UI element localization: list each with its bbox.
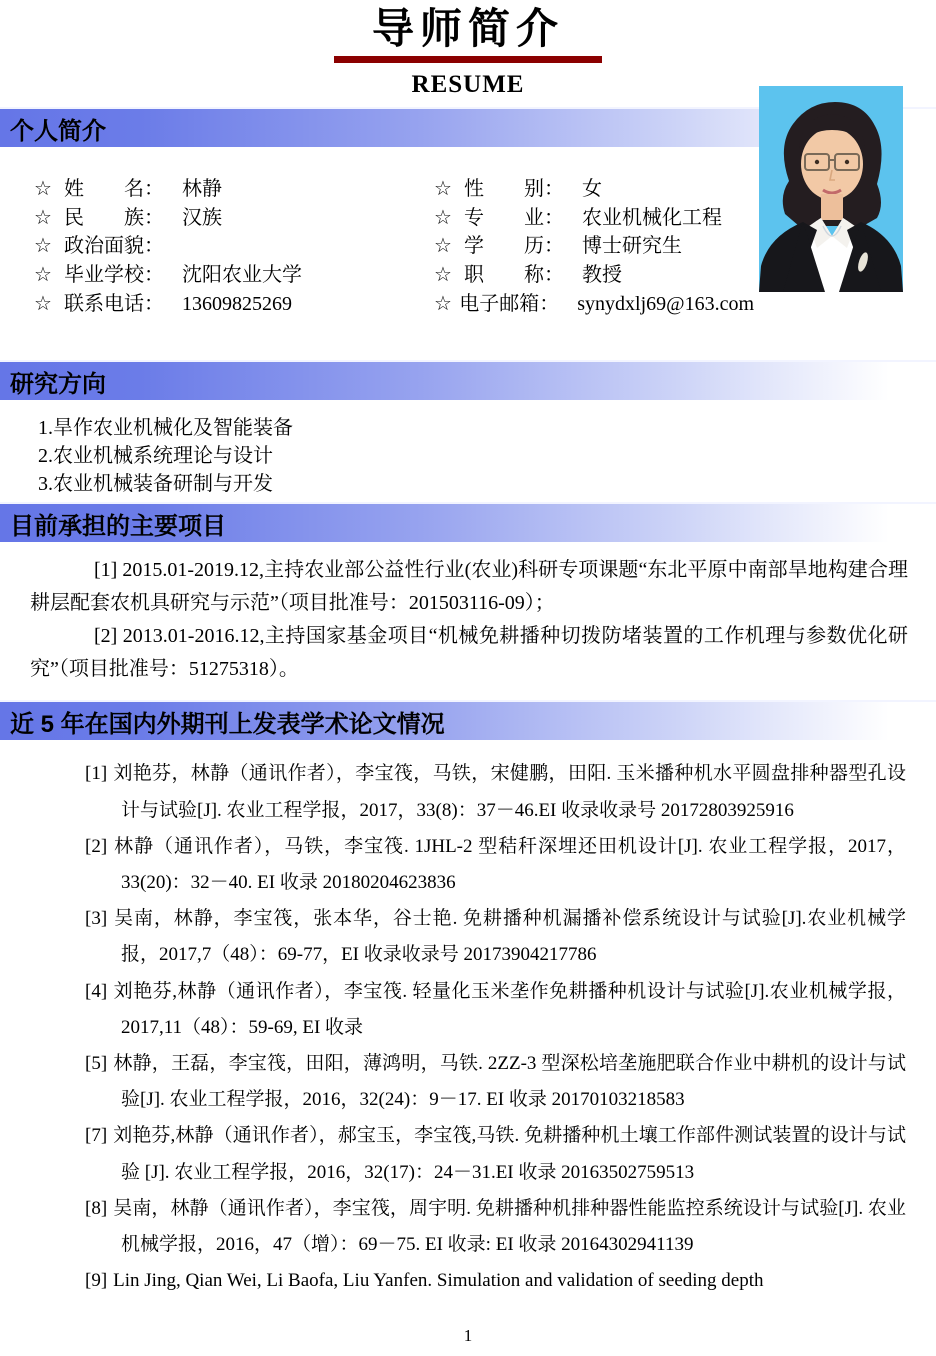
paper-citation: 吴南，林静（通讯作者），李宝筏，周宇明. 免耕播种机排种器性能监控系统设计与试验[J]. 农业机械学报，2016，47（增）：69－75. EI 收录: EI 收录 20164302941139 [113,1197,906,1255]
research-directions-list [0,400,936,502]
field-education [434,232,754,261]
paper-item-2 [85,829,906,901]
star-icon: ☆ [434,206,452,229]
field-education-label: 学 历： [464,235,564,258]
paper-number: [1] [85,763,108,785]
section-header-projects [0,502,936,542]
field-phone [34,290,434,319]
field-gender-label: 性 别： [464,178,564,201]
paper-item-5 [85,1046,906,1118]
section-header-papers [0,700,936,740]
field-major-label: 专 业： [464,206,564,229]
star-icon: ☆ [34,292,52,315]
paper-item-4 [85,974,906,1046]
project-item-1: [1] 2015.01-2019.12,主持农业部公益性行业(农业)科研专项课题“东北平原中南部旱地构建合理耕层配套农机具研究与示范”（项目批准号：201503116-09）； [30,559,908,615]
field-major [434,204,754,233]
field-ethnicity [34,204,434,233]
star-icon: ☆ [34,264,52,287]
research-item-2: 2.农业机械系统理论与设计 [38,445,273,468]
section-header-personal-label: 个人简介 [10,117,106,145]
star-icon: ☆ [434,264,452,287]
field-gender-value: 女 [582,178,602,201]
field-name [34,175,434,204]
title-block [0,0,936,99]
paper-citation: 刘艳芬，林静（通讯作者），李宝筏，马铁，宋健鹏，田阳. 玉米播种机水平圆盘排种器型孔设计与试验[J]. 农业工程学报，2017，33(8)：37－46.EI 收录收录号 20172803925916 [113,763,906,821]
field-phone-value: 13609825269 [182,292,292,315]
paper-number: [8] [85,1197,108,1219]
star-icon: ☆ [434,178,452,201]
portrait-photo-illustration [759,86,903,292]
star-icon: ☆ [34,235,52,258]
paper-citation: 刘艳芬,林静（通讯作者），郝宝玉，李宝筏,马铁. 免耕播种机土壤工作部件测试装置的设计与试验 [J]. 农业工程学报，2016，32(17)：24－31.EI 收录 20163502759513 [113,1125,906,1183]
field-professional-title [434,261,754,290]
page-number: 1 [463,1326,473,1345]
field-political-status [34,232,434,261]
field-name-label: 姓 名： [64,178,164,201]
personal-info-section [0,147,936,360]
field-phone-label: 联系电话： [64,292,164,315]
section-header-papers-label: 近 5 年在国内外期刊上发表学术论文情况 [10,710,445,738]
field-major-value: 农业机械化工程 [582,206,722,229]
personal-info-left-column [34,175,434,318]
field-email [434,290,754,319]
section-header-research [0,360,936,400]
title-underline-rule [334,56,602,63]
paper-citation: 林静（通讯作者），马铁，李宝筏. 1JHL-2 型秸秆深埋还田机设计[J]. 农业工程学报，2017，33(20)：32－40. EI 收录 20180204623836 [113,835,906,893]
research-item-3: 3.农业机械装备研制与开发 [38,473,273,496]
field-graduation-school-label: 毕业学校： [64,264,164,287]
paper-number: [4] [85,980,108,1002]
paper-citation: Lin Jing, Qian Wei, Li Baofa, Liu Yanfen. Simulation and validation of seeding depth [113,1270,764,1292]
page-title: 导师简介 [371,7,564,53]
field-education-value: 博士研究生 [582,235,682,258]
field-ethnicity-label: 民 族： [64,206,164,229]
page-subtitle: RESUME [411,71,525,99]
paper-citation: 林静，王磊，李宝筏，田阳，薄鸿明，马铁. 2ZZ-3 型深松培垄施肥联合作业中耕机的设计与试验[J]. 农业工程学报，2016，32(24)：9－17. EI 收录 20170103218583 [113,1052,906,1111]
section-header-projects-label: 目前承担的主要项目 [10,512,226,540]
field-professional-title-value: 教授 [582,264,622,287]
star-icon: ☆ [34,178,52,201]
paper-number: [9] [85,1270,108,1292]
field-email-value: synydxlj69@163.com [577,292,754,315]
paper-number: [5] [85,1052,108,1074]
paper-item-9 [85,1263,906,1299]
paper-number: [2] [85,835,108,857]
field-ethnicity-value: 汉族 [182,206,222,229]
portrait-photo [759,86,903,292]
paper-number: [7] [85,1125,108,1147]
personal-info-right-column [434,175,754,318]
projects-list [0,542,936,700]
field-name-value: 林静 [182,178,222,201]
paper-item-7 [85,1118,906,1190]
paper-citation: 刘艳芬,林静（通讯作者），李宝筏. 轻量化玉米垄作免耕播种机设计与试验[J].农业机械学报，2017,11（48）：59-69, EI 收录 [113,980,906,1038]
field-graduation-school [34,261,434,290]
paper-item-3 [85,901,906,973]
field-email-label: 电子邮箱： [459,292,560,315]
project-item-2: [2] 2013.01-2016.12,主持国家基金项目“机械免耕播种切拨防堵装置的工作机理与参数优化研究”（项目批准号：51275318）。 [30,625,908,681]
star-icon: ☆ [434,292,452,315]
star-icon: ☆ [34,206,52,229]
paper-citation: 吴南，林静，李宝筏，张本华，谷士艳. 免耕播种机漏播补偿系统设计与试验[J].农业机械学报，2017,7（48）：69-77，EI 收录收录号 20173904217786 [113,908,906,966]
research-item-1: 1.旱作农业机械化及智能装备 [38,417,293,440]
paper-number: [3] [85,908,108,930]
star-icon: ☆ [434,235,452,258]
papers-list [0,740,936,1299]
field-professional-title-label: 职 称： [464,264,564,287]
paper-item-1 [85,756,906,828]
field-graduation-school-value: 沈阳农业大学 [182,264,302,287]
section-header-research-label: 研究方向 [10,370,106,398]
field-gender [434,175,754,204]
paper-item-8 [85,1191,906,1263]
field-political-status-label: 政治面貌： [64,235,164,258]
